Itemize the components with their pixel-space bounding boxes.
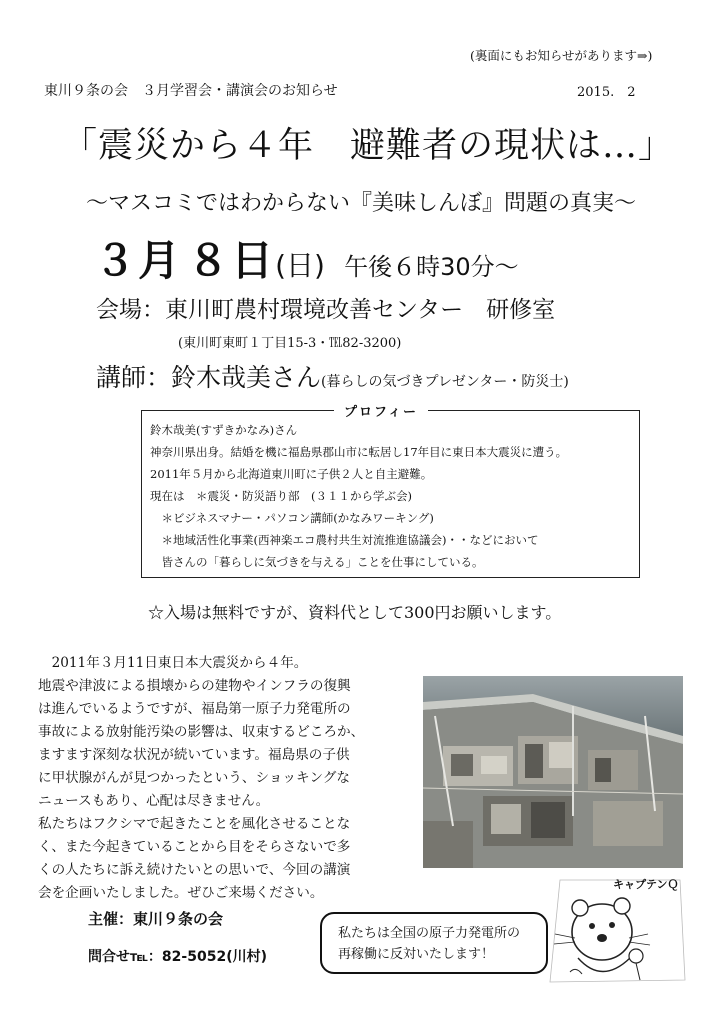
speech-bubble-text bbox=[338, 923, 520, 965]
profile-line: ＊地域活性化事業(西神楽エコ農村共生対流推進協議会)・・などにおいて bbox=[150, 533, 539, 547]
venue: 会場：東川町農村環境改善センター 研修室 bbox=[96, 297, 556, 323]
mascot-name: キャプテンＱ bbox=[613, 878, 679, 891]
profile-heading: プロフィー bbox=[334, 401, 428, 420]
event-day: ８日 bbox=[187, 236, 276, 285]
body-line: 私たちはフクシマで起きたことを風化させることな bbox=[38, 816, 351, 832]
body-line: ますます深刻な状況が続いています。福島県の子供 bbox=[38, 747, 350, 763]
profile-line: 現在は ＊震災・防災語り部 (３１１から学ぶ会) bbox=[150, 489, 412, 503]
event-date bbox=[94, 228, 519, 288]
profile-line: ＊ビジネスマナー・パソコン講師(かなみワーキング) bbox=[150, 511, 434, 525]
organizer: 主催：東川９条の会 bbox=[88, 910, 224, 928]
profile-text bbox=[150, 419, 567, 573]
body-line: は進んでいるようですが、福島第一原子力発電所の bbox=[38, 701, 351, 717]
lecturer-name: 講師：鈴木哉美さん bbox=[96, 363, 322, 392]
speech-bubble bbox=[320, 912, 548, 974]
profile-line: 2011年５月から北海道東川町に子供２人と自主避難。 bbox=[150, 467, 433, 481]
profile-line: 神奈川県出身。結婚を機に福島県郡山市に転居し17年目に東日本大震災に遭う。 bbox=[150, 445, 568, 459]
main-title: 「震災から４年 避難者の現状は…」 bbox=[62, 126, 675, 166]
bubble-line: 私たちは全国の原子力発電所の bbox=[338, 926, 521, 941]
body-line: 会を企画いたしました。ぜひご来場ください。 bbox=[38, 885, 324, 901]
lecturer bbox=[96, 358, 569, 394]
event-weekday: (日) bbox=[275, 249, 325, 282]
lecturer-role: (暮らしの気づきプレゼンター・防災士) bbox=[321, 374, 569, 390]
nuclear-plant-photo bbox=[423, 676, 683, 868]
body-line: 地震や津波による損壊からの建物やインフラの復興 bbox=[38, 678, 351, 694]
admission-note: ☆入場は無料ですが、資料代として300円お願いします。 bbox=[148, 603, 562, 622]
profile-line: 皆さんの「暮らしに気づきを与える」ことを仕事にしている。 bbox=[150, 555, 484, 569]
body-line: に甲状腺がんが見つかったという、ショッキングな bbox=[38, 770, 350, 786]
body-line: ニュースもあり、心配は尽きません。 bbox=[38, 793, 270, 809]
subtitle: ～マスコミではわからない『美味しんぼ』問題の真実～ bbox=[86, 191, 637, 216]
profile-line: 鈴木哉美(すずきかなみ)さん bbox=[150, 423, 298, 437]
nuclear-plant-image bbox=[423, 676, 683, 868]
issue-date: 2015. 2 bbox=[577, 85, 636, 100]
body-line: く、また今起きていることから目をそらさないで多 bbox=[38, 839, 351, 855]
contact-phone: 問合せ℡：82-5052(川村) bbox=[88, 949, 267, 965]
body-line: 事故による放射能汚染の影響は、収束するどころか、 bbox=[38, 724, 365, 740]
bubble-line: 再稼働に反対いたします！ bbox=[338, 947, 495, 962]
back-page-note: (裏面にもお知らせがあります⇒) bbox=[470, 48, 653, 63]
event-time: 午後６時30分～ bbox=[344, 253, 519, 281]
event-month: ３月 bbox=[94, 236, 183, 285]
venue-address: (東川町東町１丁目15-3・℡82-3200) bbox=[178, 336, 402, 351]
body-line: 2011年３月11日東日本大震災から４年。 bbox=[38, 655, 308, 671]
body-line: くの人たちに訴え続けたいとの思いで、今回の講演 bbox=[38, 862, 351, 878]
meeting-announcement-heading: 東川９条の会 ３月学習会・講演会のお知らせ bbox=[44, 83, 338, 99]
profile-box bbox=[141, 405, 640, 578]
body-text bbox=[38, 652, 364, 905]
